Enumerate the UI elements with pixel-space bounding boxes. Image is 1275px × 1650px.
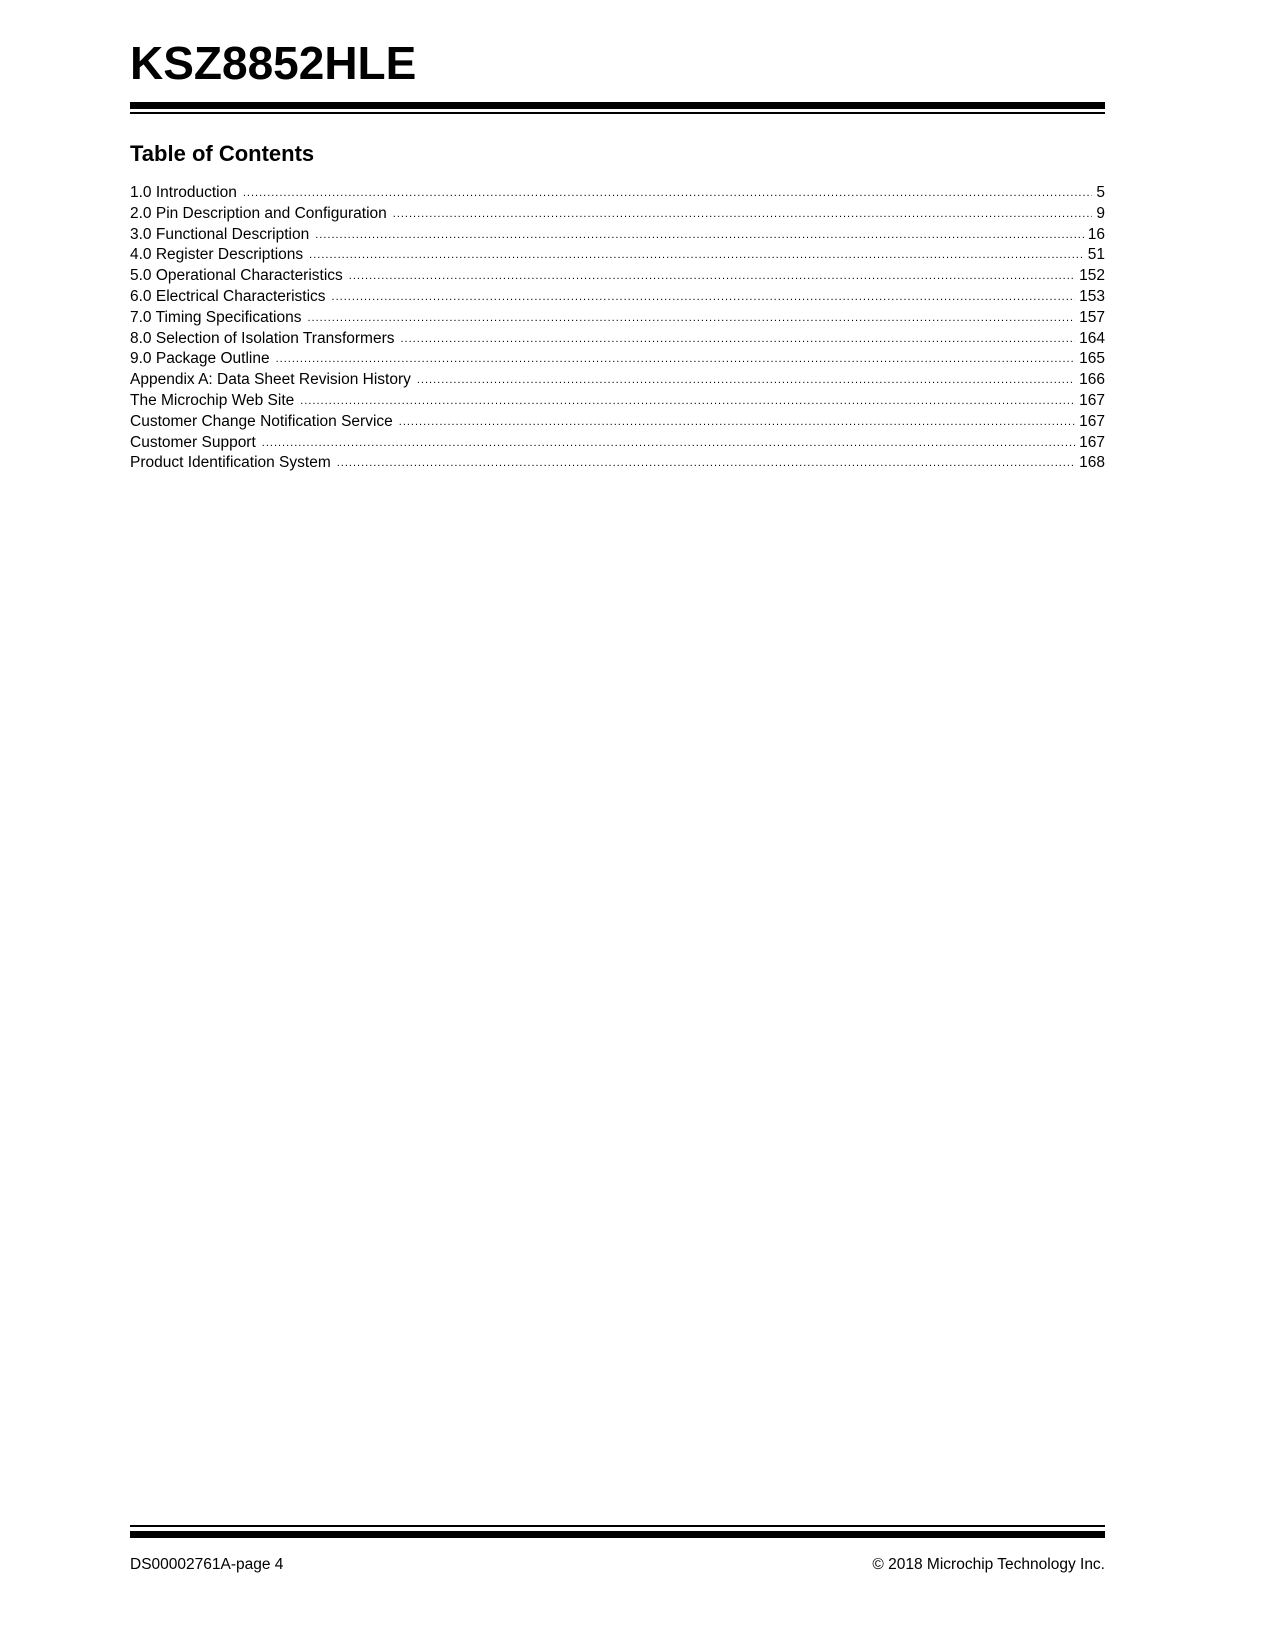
toc-leader xyxy=(307,308,1075,329)
toc-entry-label: Product Identification System xyxy=(130,454,331,472)
toc-heading: Table of Contents xyxy=(130,141,315,166)
toc-entry-label: Appendix A: Data Sheet Revision History xyxy=(130,371,411,389)
header-rule-thin xyxy=(130,112,1105,114)
footer-rule-thick xyxy=(130,1531,1105,1538)
toc-entry-label: 6.0 Electrical Characteristics xyxy=(130,287,326,305)
toc-leader xyxy=(332,287,1076,308)
toc-entry[interactable] xyxy=(130,245,1105,266)
toc-entry-label: Customer Change Notification Service xyxy=(130,412,393,430)
toc-leader xyxy=(337,453,1075,474)
toc-entry-label: The Microchip Web Site xyxy=(130,391,295,409)
toc-entry-label: 1.0 Introduction xyxy=(130,184,237,201)
toc-entry[interactable] xyxy=(130,183,1105,204)
toc-entry[interactable] xyxy=(130,349,1105,370)
toc-entry-page: 5 xyxy=(1096,184,1105,201)
toc-entry[interactable] xyxy=(130,453,1105,474)
toc-leader xyxy=(300,391,1075,412)
toc-entry-page: 164 xyxy=(1079,329,1105,347)
footer-rule-thin xyxy=(130,1525,1105,1527)
footer-copyright: © 2018 Microchip Technology Inc. xyxy=(872,1556,1105,1573)
toc-entry-page: 16 xyxy=(1087,225,1105,243)
toc-leader xyxy=(393,204,1093,225)
toc-entry-page: 167 xyxy=(1079,433,1105,451)
toc-entry[interactable] xyxy=(130,370,1105,391)
toc-entry[interactable] xyxy=(130,204,1105,225)
toc-leader xyxy=(276,349,1076,370)
toc-entry-label: Customer Support xyxy=(130,433,256,451)
toc-entry-label: 7.0 Timing Specifications xyxy=(130,308,302,326)
toc-entry[interactable] xyxy=(130,308,1105,329)
toc-entry[interactable] xyxy=(130,287,1105,308)
toc-entry-label: 8.0 Selection of Isolation Transformers xyxy=(130,329,395,347)
document-title: KSZ8852HLE xyxy=(130,37,417,89)
toc-entry-page: 166 xyxy=(1079,371,1105,389)
toc-entry[interactable] xyxy=(130,266,1105,287)
toc-leader xyxy=(399,412,1075,433)
toc-entry-page: 152 xyxy=(1079,267,1105,285)
toc-leader xyxy=(309,245,1084,266)
toc-list xyxy=(130,183,1105,474)
toc-entry-label: 3.0 Functional Description xyxy=(130,225,310,243)
toc-entry-page: 157 xyxy=(1079,308,1105,326)
toc-entry-page: 168 xyxy=(1079,454,1105,472)
toc-entry-page: 153 xyxy=(1079,287,1105,305)
toc-leader xyxy=(262,433,1075,454)
toc-entry[interactable] xyxy=(130,391,1105,412)
toc-leader xyxy=(349,266,1075,287)
toc-leader xyxy=(243,183,1093,204)
toc-entry-label: 4.0 Register Descriptions xyxy=(130,246,304,264)
toc-entry[interactable] xyxy=(130,329,1105,350)
toc-entry-label: 5.0 Operational Characteristics xyxy=(130,267,343,285)
toc-entry-label: 2.0 Pin Description and Configuration xyxy=(130,204,387,222)
toc-leader xyxy=(417,370,1075,391)
toc-entry[interactable] xyxy=(130,433,1105,454)
toc-leader xyxy=(315,225,1084,246)
toc-entry-page: 165 xyxy=(1079,350,1105,368)
toc-entry[interactable] xyxy=(130,412,1105,433)
toc-entry-page: 9 xyxy=(1096,204,1105,222)
toc-entry-page: 167 xyxy=(1079,391,1105,409)
toc-leader xyxy=(401,329,1076,350)
toc-entry-page: 167 xyxy=(1079,412,1105,430)
toc-entry[interactable] xyxy=(130,225,1105,246)
toc-entry-label: 9.0 Package Outline xyxy=(130,350,270,368)
header-rule-thick xyxy=(130,102,1105,109)
toc-entry-page: 51 xyxy=(1087,246,1105,264)
footer-doc-id: DS00002761A-page 4 xyxy=(130,1556,284,1573)
